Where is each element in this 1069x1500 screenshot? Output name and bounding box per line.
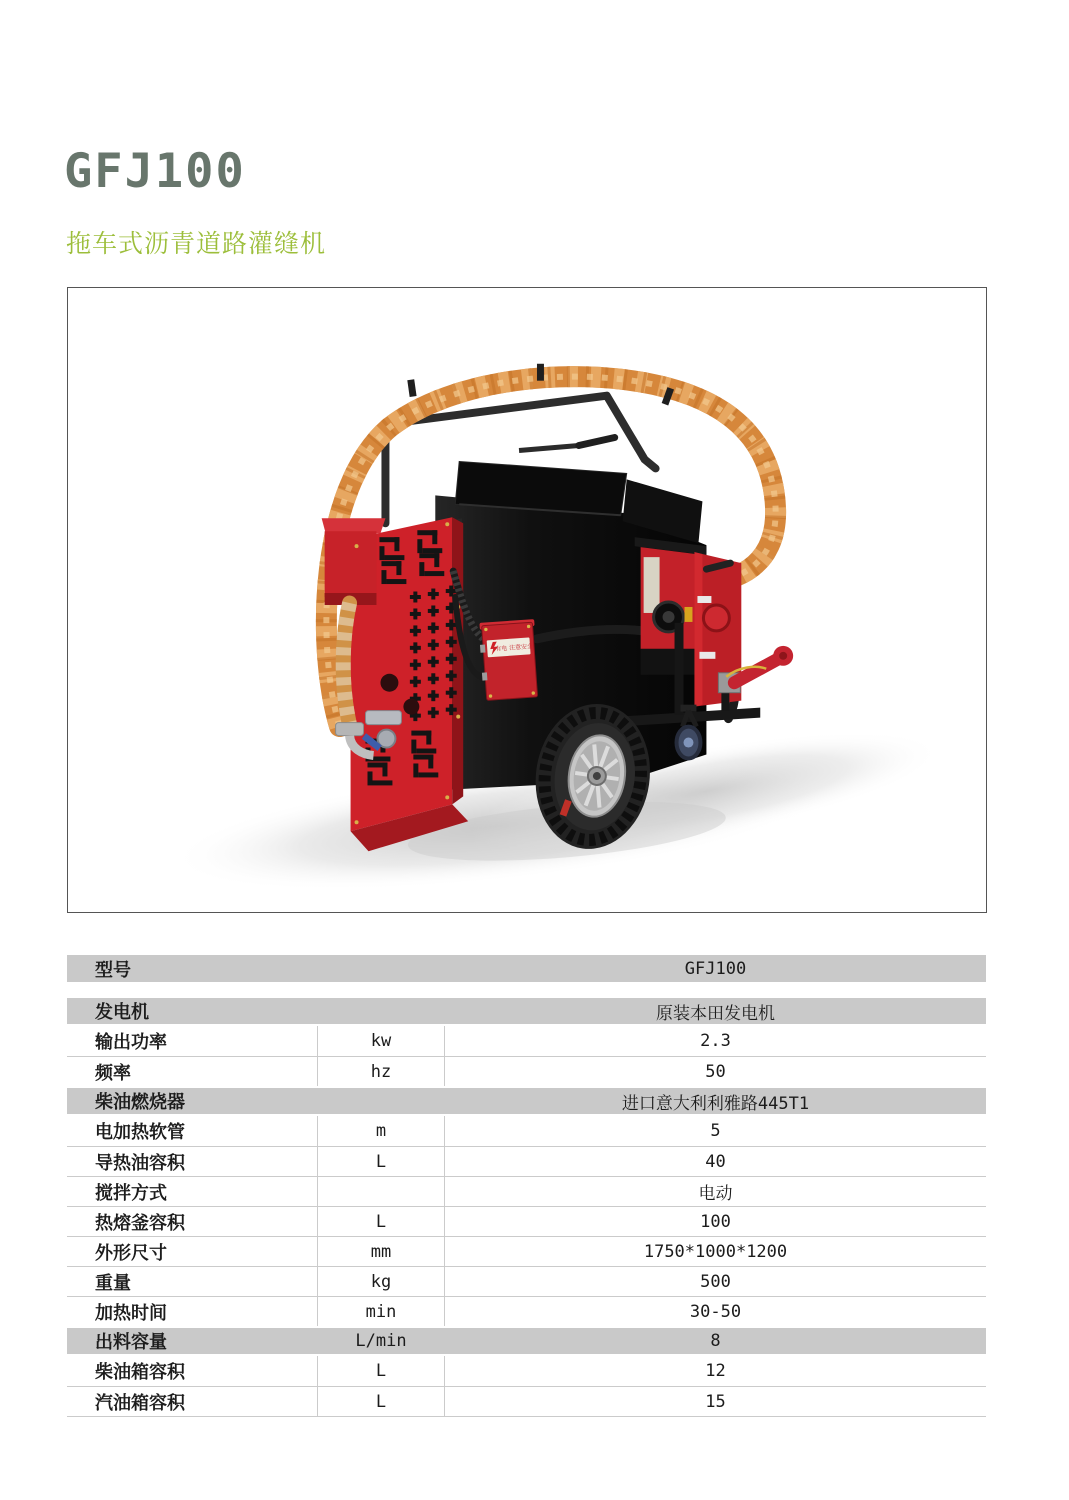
- spec-value: 1750*1000*1200: [643, 1241, 788, 1262]
- spec-label: 重量: [95, 1272, 131, 1294]
- electric-box: [478, 619, 539, 700]
- spec-unit: kg: [317, 1267, 445, 1296]
- spec-unit: [317, 998, 445, 1024]
- spec-row-weight: [67, 1266, 986, 1296]
- spec-row-thermal-oil-volume: [67, 1146, 986, 1176]
- burner-pipe: [703, 605, 729, 631]
- spec-row-diesel-tank-volume: [67, 1356, 986, 1386]
- spec-value: 500: [700, 1271, 731, 1292]
- spec-label: 搅拌方式: [95, 1182, 167, 1204]
- page-title: GFJ100: [64, 144, 246, 199]
- spec-unit: [317, 1088, 445, 1114]
- spec-unit: m: [317, 1116, 445, 1146]
- spec-row-gasoline-tank-volume: [67, 1386, 986, 1416]
- spec-unit: min: [317, 1297, 445, 1326]
- spec-label: 加热时间: [95, 1302, 167, 1324]
- spec-value: 12: [705, 1361, 726, 1381]
- spec-row-heating-time: [67, 1296, 986, 1326]
- spec-value: 8: [710, 1331, 721, 1351]
- spec-row-generator: [67, 996, 986, 1026]
- spec-value: 5: [710, 1121, 721, 1141]
- spec-unit: [317, 1177, 445, 1206]
- spec-row-model: [67, 953, 986, 984]
- spec-unit: L/min: [355, 1331, 407, 1351]
- spec-value: 2.3: [700, 1031, 731, 1051]
- spec-unit: kw: [317, 1026, 445, 1056]
- spec-row-dimensions: [67, 1236, 986, 1266]
- spec-label: 出料容量: [95, 1332, 167, 1353]
- spec-value: 原装本田发电机: [656, 1003, 775, 1024]
- page-subtitle: 拖车式沥青道路灌缝机: [66, 229, 327, 258]
- spec-row-output-power: [67, 1026, 986, 1056]
- spec-label: 频率: [95, 1062, 131, 1084]
- spec-label: 发电机: [95, 1002, 149, 1023]
- machine-illustration: [68, 288, 986, 912]
- spec-unit: L: [317, 1207, 445, 1236]
- spec-value: 30-50: [689, 1301, 742, 1322]
- spec-row-mixing-mode: [67, 1176, 986, 1206]
- spec-unit: hz: [317, 1057, 445, 1086]
- spec-label: 外形尺寸: [95, 1242, 167, 1264]
- warning-label-text: 有电 注意安全: [495, 643, 534, 653]
- spec-unit: L: [317, 1147, 445, 1176]
- spec-unit: mm: [317, 1237, 445, 1266]
- spec-row-melting-kettle-volume: [67, 1206, 986, 1236]
- outlet-pipe: [366, 711, 402, 725]
- spec-value: 100: [700, 1211, 731, 1232]
- spec-value: 进口意大利利雅路445T1: [621, 1093, 810, 1114]
- spec-label: 汽油箱容积: [95, 1392, 185, 1414]
- spec-unit: L: [317, 1356, 445, 1386]
- spec-label: 导热油容积: [95, 1152, 185, 1174]
- spec-label: 型号: [95, 959, 131, 981]
- spec-value: GFJ100: [684, 958, 747, 979]
- spec-row-frequency: [67, 1056, 986, 1086]
- lid-handle: [519, 445, 579, 450]
- spec-unit: L: [317, 1387, 445, 1416]
- spec-label: 输出功率: [95, 1032, 167, 1053]
- spec-unit: [317, 955, 445, 982]
- spec-label: 电加热软管: [95, 1122, 185, 1143]
- spec-value: 40: [705, 1151, 726, 1172]
- spec-row-heated-hose: [67, 1116, 986, 1146]
- spec-value: 50: [705, 1061, 726, 1082]
- spec-row-diesel-burner: [67, 1086, 986, 1116]
- spec-value: 电动: [698, 1184, 733, 1204]
- spec-value: 15: [705, 1391, 726, 1412]
- spec-table: [67, 953, 986, 1417]
- spec-label: 热熔釜容积: [95, 1212, 185, 1234]
- spec-label: 柴油箱容积: [95, 1362, 185, 1383]
- product-photo-frame: [67, 287, 987, 913]
- hose-bracket: [322, 518, 386, 533]
- spec-label: 柴油燃烧器: [95, 1092, 185, 1113]
- spec-row-discharge-capacity: [67, 1326, 986, 1356]
